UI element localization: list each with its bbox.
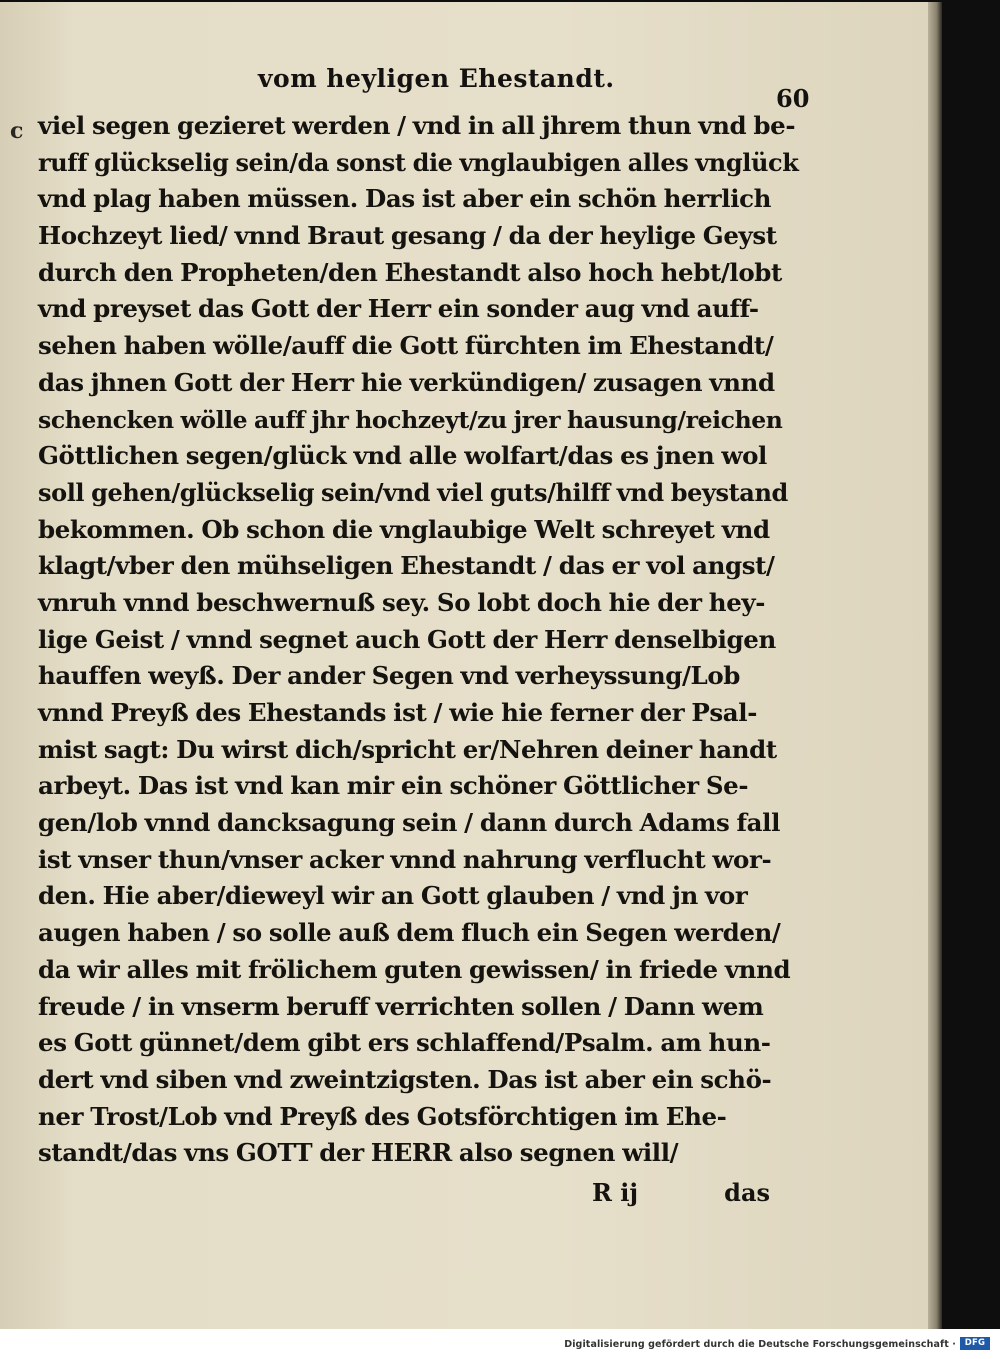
page-edge bbox=[928, 2, 942, 1329]
text-line: arbeyt. Das ist vnd kan mir ein schöner Göttlicher Se- bbox=[38, 771, 749, 801]
text-line: freude / in vnserm beruff verrichten sollen / Dann wem bbox=[38, 991, 764, 1021]
catchword: das bbox=[724, 1178, 770, 1207]
text-line: viel segen gezieret werden / vnd in all jhrem thun vnd be- bbox=[38, 111, 796, 140]
text-line: es Gott günnet/dem gibt ers schlaffend/Psalm. am hun- bbox=[38, 1028, 771, 1058]
text-line: standt/das vns GOTT der HERR also segnen will/ bbox=[38, 1138, 679, 1168]
text-line: bekommen. Ob schon die vnglaubige Welt schreyet vnd bbox=[38, 514, 770, 544]
text-line: soll gehen/glückselig sein/vnd viel guts/hilff vnd beystand bbox=[38, 477, 788, 507]
footer-bar bbox=[0, 1329, 1000, 1359]
running-head: vom heyligen Ehestandt. bbox=[258, 64, 615, 93]
funding-credit: Digitalisierung gefördert durch die Deutsche Forschungsgemeinschaft · bbox=[564, 1339, 956, 1350]
page-number: 60 bbox=[776, 84, 810, 113]
catchline bbox=[592, 1178, 792, 1218]
text-line: vnd preyset das Gott der Herr ein sonder aug vnd auff- bbox=[38, 294, 759, 324]
signature-mark: R ij bbox=[592, 1178, 639, 1207]
body-text bbox=[38, 108, 798, 1172]
text-line: lige Geist / vnnd segnet auch Gott der Herr denselbigen bbox=[38, 624, 776, 654]
text-line: ist vnser thun/vnser acker vnnd nahrung verflucht wor- bbox=[38, 844, 772, 874]
text-line: augen haben / so solle auß dem fluch ein Segen werden/ bbox=[38, 918, 781, 948]
text-line: dert vnd siben vnd zweintzigsten. Das ist aber ein schö- bbox=[38, 1064, 772, 1094]
text-line: mist sagt: Du wirst dich/spricht er/Nehren deiner handt bbox=[38, 734, 777, 764]
text-line: hauffen weyß. Der ander Segen vnd verheyssung/Lob bbox=[38, 661, 741, 691]
book-page bbox=[0, 2, 928, 1329]
text-line: vnruh vnnd beschwernuß sey. So lobt doch hie der hey- bbox=[38, 587, 766, 617]
text-line: durch den Propheten/den Ehestandt also hoch hebt/lobt bbox=[38, 257, 782, 287]
text-line: schencken wölle auff jhr hochzeyt/zu jrer hausung/reichen bbox=[38, 405, 783, 434]
text-line: gen/lob vnnd dancksagung sein / dann durch Adams fall bbox=[38, 808, 780, 838]
text-line: das jhnen Gott der Herr hie verkündigen/ zusagen vnnd bbox=[38, 367, 775, 397]
text-line: vnnd Preyß des Ehestands ist / wie hie ferner der Psal- bbox=[38, 698, 757, 727]
dfg-logo-icon: DFG bbox=[960, 1337, 990, 1350]
text-line: den. Hie aber/dieweyl wir an Gott glauben / vnd jn vor bbox=[38, 881, 748, 911]
text-line: ner Trost/Lob vnd Preyß des Gotsförchtigen im Ehe- bbox=[38, 1101, 727, 1131]
margin-mark: c bbox=[10, 118, 24, 144]
text-line: klagt/vber den mühseligen Ehestandt / das er vol angst/ bbox=[38, 551, 775, 581]
text-line: vnd plag haben müssen. Das ist aber ein schön herrlich bbox=[38, 184, 772, 214]
text-line: Hochzeyt lied/ vnnd Braut gesang / da der heylige Geyst bbox=[38, 221, 777, 251]
text-line: sehen haben wölle/auff die Gott fürchten im Ehestandt/ bbox=[38, 331, 774, 361]
text-line: ruff glückselig sein/da sonst die vnglaubigen alles vnglück bbox=[38, 147, 799, 177]
text-line: da wir alles mit frölichem guten gewissen/ in friede vnnd bbox=[38, 954, 791, 984]
text-line: Göttlichen segen/glück vnd alle wolfart/das es jnen wol bbox=[38, 441, 767, 471]
